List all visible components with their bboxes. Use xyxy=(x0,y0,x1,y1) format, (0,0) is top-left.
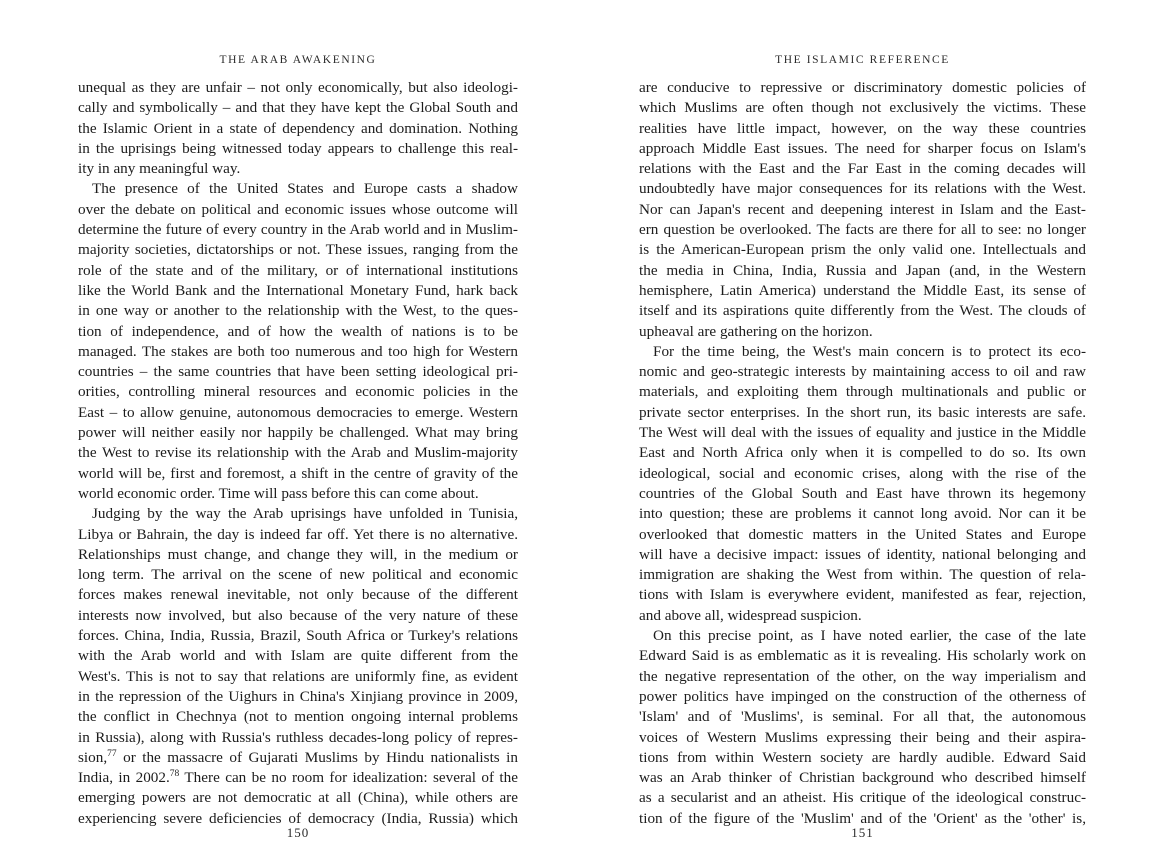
text-line xyxy=(78,261,518,281)
text-line-content: relations with the East and the Far East in the coming decades will xyxy=(639,160,1086,178)
text-line-content: interests now involved, but also because of the very nature of these xyxy=(78,606,518,624)
text-line-content: the Islamic Orient in a state of dependency and domination. Nothing xyxy=(78,119,518,137)
running-head-left: THE ARAB AWAKENING xyxy=(219,54,377,66)
text-line-content: in the uprisings being witnessed today appears to challenge this real- xyxy=(78,139,518,157)
text-line xyxy=(639,707,1086,727)
text-line-content: the negative representation of the other, on the way imperialism and xyxy=(639,667,1086,685)
text-line-content: East – to allow genuine, autonomous democracies to emerge. Western xyxy=(78,403,518,421)
text-line-content: sion, xyxy=(78,748,108,766)
text-line xyxy=(78,606,518,626)
text-line xyxy=(78,565,518,585)
text-line xyxy=(78,423,518,443)
text-line-content: private sector enterprises. In the short run, its basic interests are safe. xyxy=(639,403,1086,421)
text-line-content: emerging powers are not democratic at all (China), while others are xyxy=(78,789,518,807)
running-head-right: THE ISLAMIC REFERENCE xyxy=(775,54,950,66)
text-line xyxy=(78,119,518,139)
text-line-content: hemisphere, Latin America) understand the Middle East, its sense of xyxy=(639,281,1086,299)
text-line xyxy=(639,464,1086,484)
text-line-content: like the World Bank and the International Monetary Fund, hark back xyxy=(78,281,518,299)
text-line-content: which Muslims are often though not exclusively the victims. These xyxy=(639,99,1086,117)
text-line-content: realities have little impact, however, on the way these countries xyxy=(639,119,1086,137)
text-line-content: undoubtedly have major consequences for its relations with the West. xyxy=(639,180,1086,198)
text-line-content: long term. The arrival on the scene of new political and economic xyxy=(78,566,518,584)
text-line xyxy=(639,139,1086,159)
text-line-content: forces makes renewal inevitable, not only because of the different xyxy=(78,586,518,604)
text-line-content: Relationships must change, and change they will, in the medium or xyxy=(78,545,518,563)
text-line xyxy=(78,78,518,98)
text-line-content: countries – the same countries that have been setting ideological pri- xyxy=(78,363,518,381)
text-line-content: experiencing severe deficiencies of democracy (India, Russia) which xyxy=(78,809,518,827)
text-line-content: in Russia), along with Russia's ruthless decades-long policy of repres- xyxy=(78,728,518,746)
text-line-content: The West will deal with the issues of equality and justice in the Middle xyxy=(639,424,1086,442)
text-line xyxy=(639,342,1086,362)
text-line xyxy=(78,301,518,321)
text-line xyxy=(639,403,1086,423)
text-line-content: ideological, social and economic crises, along with the rise of the xyxy=(639,464,1086,482)
text-line xyxy=(78,139,518,159)
text-line-content: the West to revise its relationship with the Arab and Muslim-majority xyxy=(78,444,518,462)
text-line xyxy=(639,362,1086,382)
text-line xyxy=(78,464,518,484)
text-line xyxy=(639,240,1086,260)
text-line xyxy=(639,382,1086,402)
text-line xyxy=(78,281,518,301)
text-line-content: managed. The stakes are both too numerous and too high for Western xyxy=(78,342,518,360)
text-line xyxy=(639,504,1086,524)
text-line xyxy=(639,565,1086,585)
text-line-content: in one way or another to the relationship with the West, to the ques- xyxy=(78,302,518,320)
text-line xyxy=(639,261,1086,281)
text-line xyxy=(78,200,518,220)
text-line xyxy=(639,220,1086,240)
text-line-content: upheaval are gathering on the horizon. xyxy=(639,322,873,340)
text-line xyxy=(639,788,1086,808)
text-line xyxy=(639,301,1086,321)
text-line-content: are conducive to repressive or discriminatory domestic policies of xyxy=(639,79,1086,96)
text-line xyxy=(78,788,518,808)
text-line xyxy=(639,322,1086,342)
text-line xyxy=(639,423,1086,443)
text-line-continuation: There can be no room for idealization: several of the xyxy=(179,769,518,787)
text-line xyxy=(78,179,518,199)
text-line-content: unequal as they are unfair – not only economically, but also ideologi- xyxy=(78,79,518,96)
text-line xyxy=(639,768,1086,788)
text-line-content: was an Arab thinker of Christian background who described himself xyxy=(639,769,1086,787)
text-line xyxy=(78,159,518,179)
text-line xyxy=(639,525,1086,545)
text-line-content: immigration are shaking the West from within. The question of rela- xyxy=(639,566,1086,584)
page-number-right: 151 xyxy=(851,825,874,840)
text-line-content: tion of independence, and of how the wealth of nations is to be xyxy=(78,322,518,340)
text-line xyxy=(639,159,1086,179)
text-line-content: world will be, first and foremost, a shift in the centre of gravity of the xyxy=(78,464,518,482)
text-line-content: determine the future of every country in the Arab world and in Muslim- xyxy=(78,221,518,239)
text-line xyxy=(78,585,518,605)
text-line-content: itself and its aspirations quite differently from the West. The clouds of xyxy=(639,302,1086,320)
text-line-content: approach Middle East issues. The need for sharper focus on Islam's xyxy=(639,139,1086,157)
text-line xyxy=(639,281,1086,301)
text-line-content: power will neither easily nor happily be challenged. What may bring xyxy=(78,424,518,442)
text-line-content: will have a decisive impact: issues of identity, national belonging and xyxy=(639,545,1086,563)
text-line xyxy=(78,728,518,748)
text-line xyxy=(78,707,518,727)
text-line-content: ern question be overlooked. The facts are there for all to see: no longer xyxy=(639,221,1086,239)
text-line-content: The presence of the United States and Europe casts a shadow xyxy=(92,180,518,198)
text-line xyxy=(639,200,1086,220)
text-line xyxy=(639,687,1086,707)
text-line-content: as a secularist and an atheist. His critique of the ideological construc- xyxy=(639,789,1086,807)
text-line xyxy=(78,403,518,423)
text-line-content: Nor can Japan's recent and deepening interest in Islam and the East- xyxy=(639,200,1086,218)
text-line xyxy=(639,78,1086,98)
text-line xyxy=(78,687,518,707)
text-line-content: For the time being, the West's main concern is to protect its eco- xyxy=(653,342,1086,360)
text-line xyxy=(78,545,518,565)
text-line-content: tion of the figure of the 'Muslim' and of the 'Orient' as the 'other' is, xyxy=(639,809,1086,827)
right-page xyxy=(585,0,1170,851)
text-line xyxy=(639,545,1086,565)
text-line xyxy=(639,119,1086,139)
text-line xyxy=(639,626,1086,646)
left-page-body xyxy=(78,78,518,829)
text-line-content: the conflict in Chechnya (not to mention ongoing internal problems xyxy=(78,708,518,726)
text-line xyxy=(639,98,1086,118)
text-line xyxy=(78,626,518,646)
text-line xyxy=(639,728,1086,748)
footnote-marker[interactable]: 78 xyxy=(169,769,180,780)
text-line xyxy=(639,667,1086,687)
text-line xyxy=(78,240,518,260)
text-line xyxy=(639,606,1086,626)
text-line-content: tions from within Western society are hardly audible. Edward Said xyxy=(639,748,1086,766)
text-line xyxy=(78,484,518,504)
text-line-content: majority societies, dictatorships or not. These issues, ranging from the xyxy=(78,241,518,259)
text-line xyxy=(78,322,518,342)
text-line xyxy=(78,382,518,402)
text-line xyxy=(639,646,1086,666)
text-line xyxy=(78,768,518,788)
text-line xyxy=(78,748,518,768)
text-line-content: ity in any meaningful way. xyxy=(78,160,241,178)
text-line-content: is the American-European prism the only valid one. Intellectuals and xyxy=(639,241,1086,259)
text-line-content: in the repression of the Uighurs in China's Xinjiang province in 2009, xyxy=(78,687,518,705)
text-line xyxy=(639,443,1086,463)
text-line-content: West's. This is not to say that relations are uniformly fine, as evident xyxy=(78,667,518,685)
text-line-content: 'Islam' and of 'Muslims', is seminal. For all that, the autonomous xyxy=(639,708,1086,726)
text-line xyxy=(78,342,518,362)
text-line xyxy=(639,748,1086,768)
text-line-content: power politics have impinged on the construction of the otherness of xyxy=(639,687,1086,705)
text-line-content: Edward Said is as emblematic as it is revealing. His scholarly work on xyxy=(639,647,1086,665)
text-line-content: tions with Islam is everywhere evident, manifested as fear, rejection, xyxy=(639,586,1086,604)
text-line-content: overlooked that domestic matters in the United States and Europe xyxy=(639,525,1086,543)
page-number-left: 150 xyxy=(286,825,310,840)
text-line xyxy=(78,98,518,118)
text-line-content: and above all, widespread suspicion. xyxy=(639,606,862,624)
text-line-content: nomic and geo-strategic interests by maintaining access to oil and raw xyxy=(639,363,1086,381)
text-line xyxy=(78,362,518,382)
text-line-content: with the Arab world and with Islam are quite different from the xyxy=(78,647,518,665)
text-line-content: East and North Africa only when it is compelled to do so. Its own xyxy=(639,444,1086,462)
text-line xyxy=(639,585,1086,605)
text-line-content: orities, controlling mineral resources and economic policies in the xyxy=(78,383,518,401)
text-line xyxy=(78,667,518,687)
text-line xyxy=(639,484,1086,504)
text-line-content: Libya or Bahrain, the day is indeed far off. Yet there is no alternative. xyxy=(78,525,518,543)
text-line-content: voices of Western Muslims expressing their being and their aspira- xyxy=(639,728,1086,746)
text-line-content: countries of the Global South and East have thrown its hegemony xyxy=(639,484,1086,502)
text-line xyxy=(78,220,518,240)
text-line-content: into question; these are problems it cannot long avoid. Nor can it be xyxy=(639,505,1086,523)
text-line-content: world economic order. Time will pass before this can come about. xyxy=(78,484,479,502)
text-line-content: forces. China, India, Russia, Brazil, South Africa or Turkey's relations xyxy=(78,627,518,645)
text-line xyxy=(78,646,518,666)
text-line xyxy=(78,443,518,463)
text-line-content: materials, and exploiting them through multinationals and public or xyxy=(639,383,1086,401)
footnote-marker[interactable]: 77 xyxy=(107,748,117,759)
text-line xyxy=(78,504,518,524)
text-line xyxy=(78,525,518,545)
text-line-content: the media in China, India, Russia and Japan (and, in the Western xyxy=(639,261,1086,279)
text-line-content: India, in 2002. xyxy=(78,769,170,787)
text-line-content: role of the state and of the military, or of international institutions xyxy=(78,261,518,279)
text-line-continuation: or the massacre of Gujarati Muslims by Hindu nationalists in xyxy=(116,748,518,766)
text-line-content: On this precise point, as I have noted earlier, the case of the late xyxy=(653,627,1086,645)
text-line-content: over the debate on political and economic issues whose outcome will xyxy=(78,200,518,218)
text-line xyxy=(639,179,1086,199)
text-line-content: cally and symbolically – and that they have kept the Global South and xyxy=(78,99,518,117)
right-page-body xyxy=(639,78,1086,829)
text-line-content: Judging by the way the Arab uprisings have unfolded in Tunisia, xyxy=(92,505,518,523)
